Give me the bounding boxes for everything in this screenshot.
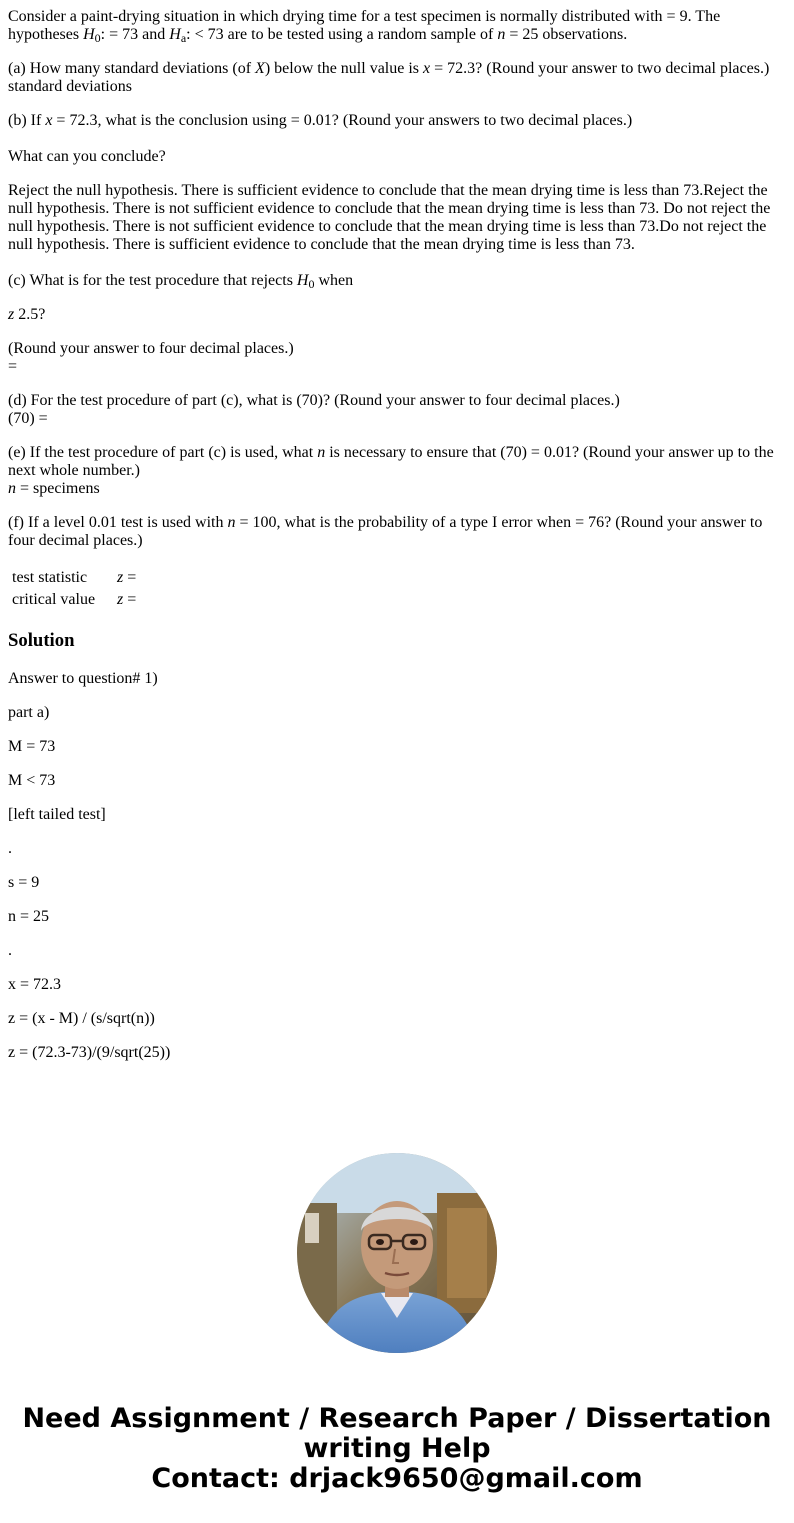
intro-text: Consider a paint-drying situation in which drying time for a test specimen is normally distributed with = 9. The bbox=[8, 8, 721, 25]
intro-text: hypotheses bbox=[8, 26, 84, 43]
table-value bbox=[116, 568, 137, 588]
part-c-round-text: (Round your answer to four decimal places.) bbox=[8, 340, 294, 357]
table-label: critical value bbox=[12, 591, 96, 608]
conclusion-options: Reject the null hypothesis. There is sufficient evidence to conclude that the mean drying time is less than 73.Reject the null hypothesis. There is not sufficient evidence to conclude that the mean drying time is less than 73. Do not reject the null hypothesis. There is not sufficient evidence to conclude that the mean drying time is less than 73.Do not reject the null hypothesis. There is sufficient evidence to conclude that the mean drying time is less than 73. bbox=[8, 182, 771, 253]
table-value-text: = bbox=[123, 591, 137, 608]
symbol-n: n bbox=[497, 26, 506, 43]
part-a-text: ) below the null value is bbox=[264, 60, 424, 77]
part-c-answer-label: = bbox=[8, 358, 18, 375]
part-a-text: (a) How many standard deviations (of bbox=[8, 60, 256, 77]
solution-line: . bbox=[8, 840, 12, 857]
intro-text: = 25 observations. bbox=[505, 26, 628, 43]
author-avatar bbox=[297, 1153, 497, 1353]
part-c-text: (c) What is for the test procedure that rejects bbox=[8, 272, 297, 289]
part-b bbox=[8, 112, 786, 130]
solution-line: Answer to question# 1) bbox=[8, 670, 158, 687]
symbol-n: n bbox=[317, 444, 326, 461]
solution-line: . bbox=[8, 942, 12, 959]
symbol-n: n bbox=[8, 480, 16, 497]
table-row bbox=[11, 590, 137, 610]
symbol-z: z bbox=[117, 591, 124, 608]
part-f-text: = 100, what is the probability of a type I error when = 76? (Round your answer to four decimal places.) bbox=[8, 514, 763, 549]
part-c-text: when bbox=[314, 272, 354, 289]
footer-banner bbox=[0, 1404, 794, 1494]
part-f-text: (f) If a level 0.01 test is used with bbox=[8, 514, 228, 531]
solution-line: z = (x - M) / (s/sqrt(n)) bbox=[8, 1010, 155, 1027]
symbol-h: H bbox=[296, 272, 309, 289]
solution-line: z = (72.3-73)/(9/sqrt(25)) bbox=[8, 1044, 171, 1061]
solution-line: M < 73 bbox=[8, 772, 56, 789]
subscript: 0 bbox=[308, 277, 315, 291]
part-e-answer-label: = specimens bbox=[16, 480, 100, 497]
part-a bbox=[8, 60, 786, 96]
part-c-round bbox=[8, 340, 786, 376]
symbol-x: x bbox=[423, 60, 431, 77]
table-value bbox=[116, 590, 137, 610]
symbol-h: H bbox=[169, 26, 181, 43]
footer-contact: Contact: drjack9650@gmail.com bbox=[151, 1463, 643, 1494]
part-b-text: (b) If bbox=[8, 112, 46, 129]
part-c bbox=[8, 272, 786, 290]
part-f bbox=[8, 514, 786, 550]
part-a-text: = 72.3? (Round your answer to two decimal places.) bbox=[430, 60, 770, 77]
subscript: 0 bbox=[94, 31, 101, 45]
part-e-text: (e) If the test procedure of part (c) is used, what bbox=[8, 444, 318, 461]
solution-line: [left tailed test] bbox=[8, 806, 106, 823]
part-d-text: (d) For the test procedure of part (c), what is (70)? (Round your answer to four decimal places.) bbox=[8, 392, 620, 409]
part-a-answer-unit: standard deviations bbox=[8, 78, 132, 95]
solution-line: part a) bbox=[8, 704, 50, 721]
table-label: test statistic bbox=[12, 569, 88, 586]
part-d bbox=[8, 392, 786, 428]
part-d-answer-label: (70) = bbox=[8, 410, 48, 427]
solution-line: x = 72.3 bbox=[8, 976, 62, 993]
solution-heading: Solution bbox=[8, 630, 75, 651]
part-e-text: is necessary to ensure that (70) = 0.01? (Round your answer up to the next whole number.) bbox=[8, 444, 774, 479]
solution-line: M = 73 bbox=[8, 738, 56, 755]
symbol-h: H bbox=[83, 26, 95, 43]
part-c-condition-text: 2.5? bbox=[14, 306, 46, 323]
solution-body bbox=[8, 670, 786, 1062]
intro-text: : < 73 are to be tested using a random sample of bbox=[186, 26, 498, 43]
symbol-z: z bbox=[8, 306, 15, 323]
solution-line: s = 9 bbox=[8, 874, 40, 891]
solution-line: n = 25 bbox=[8, 908, 50, 925]
intro-text: : = 73 and bbox=[100, 26, 170, 43]
intro-paragraph bbox=[8, 8, 786, 44]
subscript: a bbox=[180, 31, 187, 45]
conclude-prompt: What can you conclude? bbox=[8, 148, 166, 165]
symbol-x: x bbox=[45, 112, 53, 129]
symbol-x-cap: X bbox=[255, 60, 265, 77]
symbol-n: n bbox=[227, 514, 236, 531]
part-b-text: = 72.3, what is the conclusion using = 0.01? (Round your answers to two decimal places.) bbox=[52, 112, 633, 129]
symbol-z: z bbox=[117, 569, 124, 586]
part-c-condition bbox=[8, 306, 786, 324]
part-e bbox=[8, 444, 786, 498]
footer-line: Need Assignment / Research Paper / Dissertation bbox=[22, 1403, 772, 1434]
part-f-table bbox=[9, 566, 139, 612]
avatar-photo bbox=[297, 1153, 497, 1353]
table-value-text: = bbox=[123, 569, 137, 586]
table-row bbox=[11, 568, 137, 588]
footer-line: writing Help bbox=[303, 1433, 491, 1464]
